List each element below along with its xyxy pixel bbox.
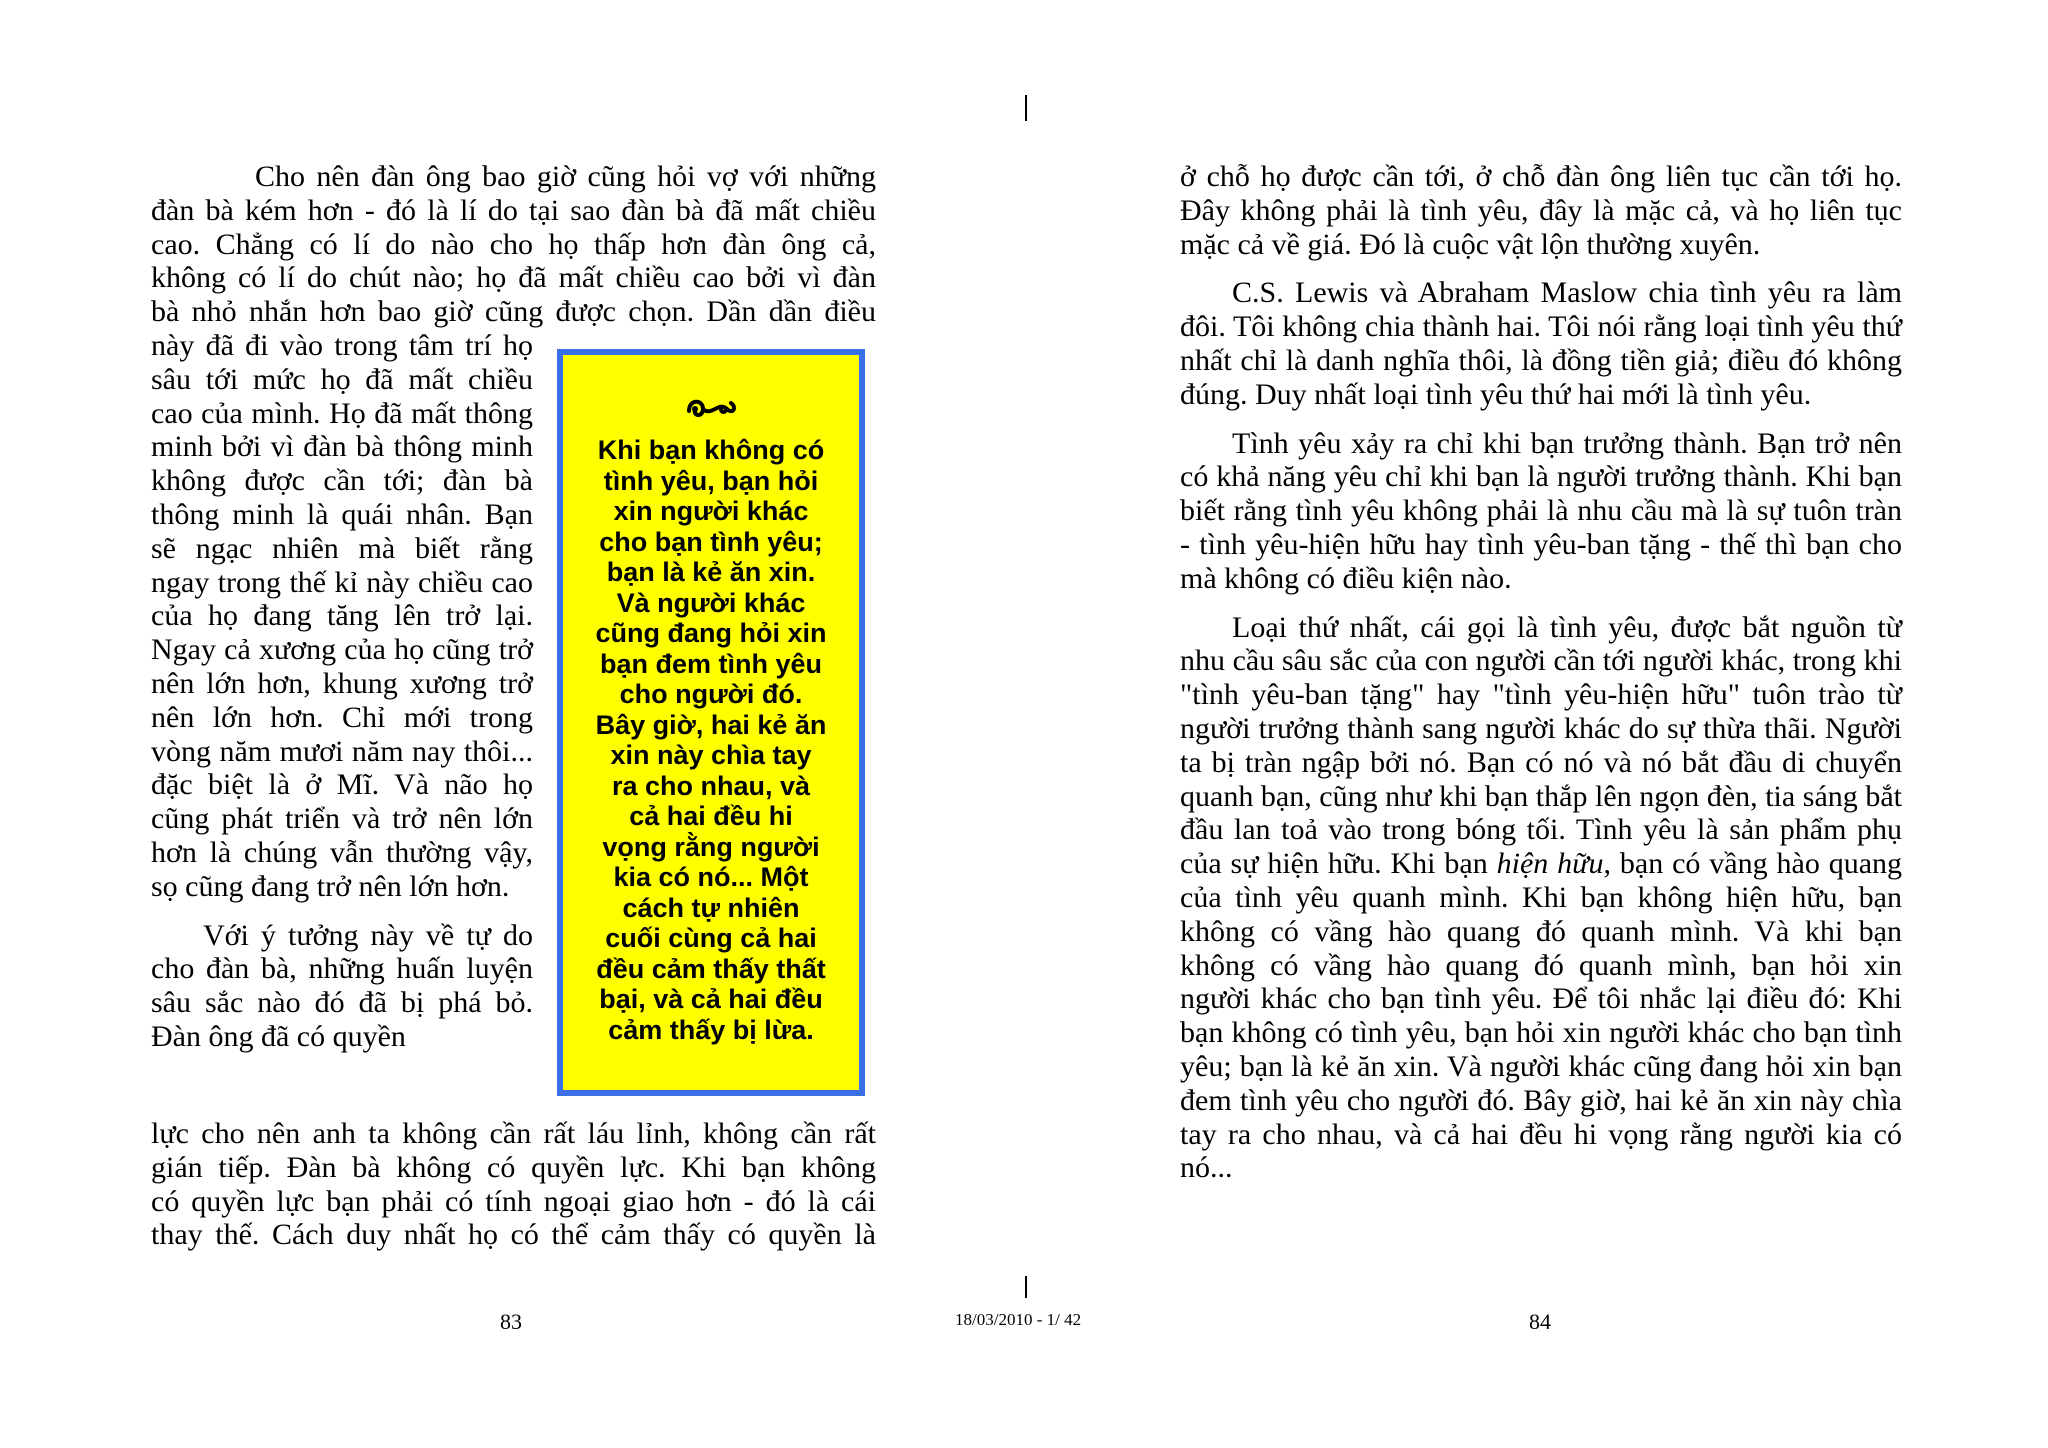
pull-quote-text xyxy=(563,435,859,1045)
left-top-paragraph xyxy=(151,160,876,329)
pull-quote-line: tình yêu, bạn hỏi xyxy=(603,465,819,496)
left-middle-paragraph-2: Với ý tưởng này về tự do cho đàn bà, những huấn luyện sâu sắc nào đó đã bị phá bỏ. Đàn ông đã có quyền xyxy=(151,918,533,1053)
right-paragraph-4-part-1: Loại thứ nhất, cái gọi là tình yêu, được bắt nguồn từ nhu cầu sâu sắc của con người cần tới người khác, trong khi "tình yêu-ban tặng" hay "tình yêu-hiện hữu" tuôn trào từ người trưởng thành sang người khác do sự thừa thãi. Người ta bị tràn ngập bởi nó. Bạn có nó và nó bắt đầu di chuyển quanh bạn, cũng như khi bạn thắp lên ngọn đèn, tia sáng bắt đầu lan toả vào trong bóng tối. Tình yêu là sản phẩm phụ của sự hiện hữu. Khi bạn xyxy=(1180,610,1902,881)
pull-quote-line: bạn là kẻ ăn xin. xyxy=(606,557,816,587)
pull-quote-line: cách tự nhiên xyxy=(622,892,800,923)
pull-quote-line: xin này chìa tay xyxy=(610,740,812,770)
text-line: lực cho nên anh ta không cần rất láu lỉnh, không cần rất xyxy=(151,1117,876,1150)
left-bottom-paragraph xyxy=(151,1117,876,1252)
text-line: không có lí do chút nào; họ đã mất chiều cao bởi vì đàn xyxy=(151,261,876,295)
pull-quote-line: bạn đem tình yêu xyxy=(599,648,823,679)
pull-quote-line: đều cảm thấy thất xyxy=(596,953,826,984)
text-line: có quyền lực bạn phải có tính ngoại giao hơn - đó là cái xyxy=(151,1184,876,1218)
pull-quote-line: cũng đang hỏi xin xyxy=(595,618,827,648)
pull-quote-line: kia có nó... Một xyxy=(613,862,809,892)
right-paragraph-3: Tình yêu xảy ra chỉ khi bạn trưởng thành. Bạn trở nên có khả năng yêu chỉ khi bạn là người trưởng thành. Khi bạn biết rằng tình yêu không phải là nhu cầu mà là sự tuôn tràn - tình yêu-hiện hữu hay tình yêu-ban tặng - thế thì bạn cho mà không có điều kiện nào. xyxy=(1180,426,1902,595)
pull-quote-line: Khi bạn không có xyxy=(597,435,825,465)
text-line: bà nhỏ nhắn hơn bao giờ cũng được chọn. Dần dần điều xyxy=(151,295,876,329)
pull-quote-line: cho bạn tình yêu; xyxy=(599,526,823,557)
pull-quote-line: Và người khác xyxy=(616,587,806,618)
right-paragraph-4-part-2: , bạn có vầng hào quang của tình yêu quanh mình. Khi bạn không hiện hữu, bạn không có vầng hào quang đó quanh mình. Và khi bạn không có vầng hào quang đó quanh mình, bạn hỏi xin người khác cho bạn tình yêu. Để tôi nhắc lại điều đó: Khi bạn không có tình yêu, bạn hỏi xin người khác cho bạn tình yêu; bạn là kẻ ăn xin. Và người khác cũng đang hỏi xin bạn đem tình yêu cho người đó. Bây giờ, hai kẻ ăn xin này chìa tay ra cho nhau, và cả hai đều hi vọng rằng người kia có nó... xyxy=(1180,847,1903,1185)
right-paragraph-4 xyxy=(1180,611,1902,1186)
pull-quote-box xyxy=(557,349,865,1096)
text-line: đàn bà kém hơn - đó là lí do tại sao đàn bà đã mất chiều xyxy=(151,193,876,227)
pull-quote-line: bại, và cả hai đều xyxy=(599,984,823,1014)
left-page-top-paragraph xyxy=(151,160,876,329)
text-line: cao. Chẳng có lí do nào cho họ thấp hơn đàn ông cả, xyxy=(151,227,876,261)
fold-mark-top xyxy=(1025,95,1027,121)
pull-quote-line: vọng rằng người xyxy=(602,831,820,862)
footer-date-page: 18/03/2010 - 1/ 42 xyxy=(955,1310,1082,1329)
fold-mark-bottom xyxy=(1025,1276,1027,1298)
text-line: gián tiếp. Đàn bà không có quyền lực. Khi bạn không xyxy=(151,1150,876,1184)
pull-quote-line: ra cho nhau, và xyxy=(611,770,811,801)
text-line: thay thế. Cách duy nhất họ có thể cảm thấy có quyền là xyxy=(151,1218,876,1252)
left-middle-paragraph-1: này đã đi vào trong tâm trí họ sâu tới mức họ đã mất chiều cao của mình. Họ đã mất thông minh bởi vì đàn bà thông minh không được cần tới; đàn bà thông minh là quái nhân. Bạn sẽ ngạc nhiên mà biết rằng ngay trong thế kỉ này chiều cao của họ đang tăng lên trở lại. Ngay cả xương của họ cũng trở nên lớn hơn, khung xương trở nên lớn hơn. Chỉ mới trong vòng năm mươi năm nay thôi... đặc biệt là ở Mĩ. Và não họ cũng phát triển và trở nên lớn hơn là chúng vẫn thường vậy, sọ cũng đang trở nên lớn hơn. xyxy=(151,329,533,903)
text-line: Cho nên đàn ông bao giờ cũng hỏi vợ với những xyxy=(255,160,876,193)
right-paragraph-2: C.S. Lewis và Abraham Maslow chia tình yêu ra làm đôi. Tôi không chia thành hai. Tôi nói rằng loại tình yêu thứ nhất chỉ là danh nghĩa thôi, là đồng tiền giả; điều đó không đúng. Duy nhất loại tình yêu thứ hai mới là tình yêu. xyxy=(1180,276,1902,411)
page-number-left: 83 xyxy=(500,1309,522,1334)
right-paragraph-4-italic: hiện hữu xyxy=(1496,847,1604,881)
left-page-bottom-paragraph xyxy=(151,1117,876,1252)
right-page-text xyxy=(1180,160,1902,1185)
ornament-swirl-icon xyxy=(681,389,741,429)
right-paragraph-1: ở chỗ họ được cần tới, ở chỗ đàn ông liên tục cần tới họ. Đây không phải là tình yêu, đây là mặc cả, và họ liên tục mặc cả về giá. Đó là cuộc vật lộn thường xuyên. xyxy=(1180,160,1902,261)
pull-quote-line: cho người đó. xyxy=(619,679,803,709)
pull-quote-line: cảm thấy bị lừa. xyxy=(608,1014,814,1045)
pull-quote-line: Bây giờ, hai kẻ ăn xyxy=(595,709,827,740)
pull-quote-line: cuối cùng cả hai xyxy=(605,923,817,953)
page-number-right: 84 xyxy=(1529,1309,1551,1334)
left-page-wrapped-column xyxy=(151,329,533,1054)
pull-quote-line: xin người khác xyxy=(613,496,809,526)
pull-quote-line: cả hai đều hi xyxy=(629,801,793,831)
